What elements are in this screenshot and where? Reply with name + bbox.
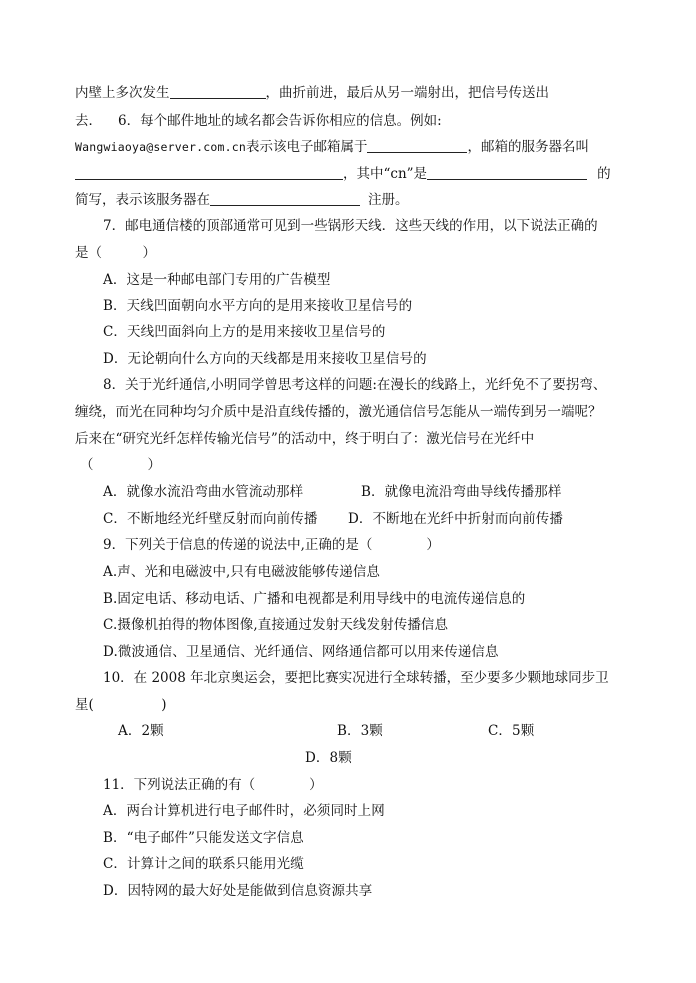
q5-line2 (75, 111, 442, 131)
q9-option: C.摄像机拍得的物体图像,直接通过发射天线发射传播信息 (103, 617, 449, 633)
answer-blank (210, 191, 360, 206)
q6-text: 注册。 (368, 192, 409, 208)
answer-blank (427, 165, 587, 180)
answer-blank (75, 165, 343, 180)
q11-option: A．两台计算机进行电子邮件时，必须同时上网 (103, 803, 385, 819)
q6-text: ，其中“cn”是 (343, 166, 428, 182)
q8-stem: 缠绕，而光在同种均匀介质中是沿直线传播的，激光通信信号怎能从一端传到另一端呢？ (75, 404, 602, 420)
q8-option: B．就像电流沿弯曲导线传播那样 (361, 484, 562, 500)
q8-stem: 8．关于光纤通信,小明同学曾思考这样的问题:在漫长的线路上，光纤免不了要拐弯、 (103, 377, 607, 393)
q6-line3 (75, 190, 409, 210)
q10-option: A．2颗 (118, 723, 164, 739)
answer-blank (367, 138, 467, 153)
q11-option: C．计算计之间的联系只能用光缆 (103, 856, 304, 872)
q11-option: B．“电子邮件”只能发送文字信息 (103, 830, 304, 846)
q8-option: C．不断地经光纤壁反射而向前传播 (103, 511, 318, 527)
q6-text: 简写，表示该服务器在 (75, 192, 210, 208)
q7-option: C．天线凹面斜向上方的是用来接收卫星信号的 (103, 324, 386, 340)
q6-text: ，邮箱的服务器名叫 (467, 139, 589, 155)
q6-line2 (75, 164, 611, 184)
q8-stem: 后来在“研究光纤怎样传输光信号”的活动中，终于明白了：激光信号在光纤中 (75, 431, 535, 447)
q9-stem: 9．下列关于信息的传递的说法中,正确的是（ ） (103, 537, 440, 553)
q10-option: C．5颗 (488, 723, 535, 739)
q10-option: D．8颗 (305, 750, 352, 766)
q7-option: B．天线凹面朝向水平方向的是用来接收卫星信号的 (103, 298, 413, 314)
q10-stem: 星( ) (75, 697, 167, 713)
q6-text: 的 (597, 166, 611, 182)
q7-stem: 是（ ） (75, 245, 156, 261)
q6-stem: 6．每个邮件地址的域名都会告诉你相应的信息。例如: (118, 113, 442, 129)
q5-text: ，曲折前进，最后从另一端射出，把信号传送出 (265, 85, 549, 101)
email-address: Wangwiaoya@server.com.cn (75, 140, 246, 154)
q5-line1 (75, 83, 549, 103)
q8-option: D．不断地在光纤中折射而向前传播 (348, 511, 563, 527)
q9-option: D.微波通信、卫星通信、光纤通信、网络通信都可以用来传递信息 (103, 644, 499, 660)
q7-option: A．这是一种邮电部门专用的广告模型 (103, 272, 331, 288)
q7-stem: 7．邮电通信楼的顶部通常可见到一些锅形天线．这些天线的作用，以下说法正确的 (103, 218, 598, 234)
q8-stem: （ ） (80, 457, 161, 473)
q7-option: D．无论朝向什么方向的天线都是用来接收卫星信号的 (103, 351, 427, 367)
answer-blank (170, 84, 266, 99)
q5-text: 内壁上多次发生 (75, 85, 170, 101)
q11-option: D．因特网的最大好处是能做到信息资源共享 (103, 883, 373, 899)
q11-stem: 11．下列说法正确的有（ ） (103, 777, 323, 793)
q6-line1 (75, 137, 589, 157)
q6-text: 表示该电子邮箱属于 (245, 139, 368, 155)
q10-option: B．3颗 (337, 723, 383, 739)
q9-option: B.固定电话、移动电话、广播和电视都是利用导线中的电流传递信息的 (103, 591, 526, 607)
q10-stem: 10．在 2008 年北京奥运会，要把比赛实况进行全球转播，至少要多少颗地球同步卫 (103, 670, 609, 686)
q5-text: 去． (75, 113, 102, 129)
q8-option: A．就像水流沿弯曲水管流动那样 (103, 484, 304, 500)
q9-option: A.声、光和电磁波中,只有电磁波能够传递信息 (103, 564, 381, 580)
